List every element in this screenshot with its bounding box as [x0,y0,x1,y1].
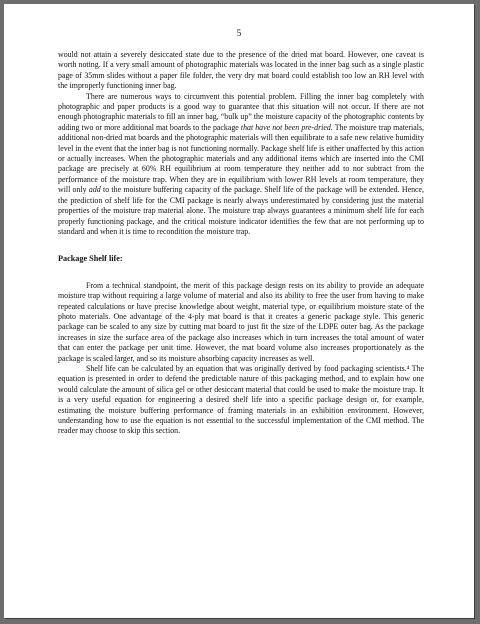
emphasis-pre-dried: that have not been pre-dried. [240,122,333,132]
document-page [4,4,474,618]
paragraph-1: would not attain a severely desiccated state due to the presence of the dried mat board. However, one caveat is worth noting. If a very small amount of photographic materials was located in the inner bag such as a single plastic page of 35mm slides without a paper file folder, the very dry mat board could establish too low an RH level with the improperly functioning inner bag. [58,50,424,91]
page-number: 5 [236,28,242,38]
paragraph-2-text-c: to the moisture buffering capacity of the package. Shelf life of the package will be extended. Hence, the prediction of shelf life for the CMI package is nearly always underestimated by considering just the material properties of the moisture trap material alone. The moisture trap always guarantees a minimum shelf life for each properly functioning package, and the critical moisture indicator identifies the few that are not performing up to standard and when it is time to recondition the moisture trap. [58,185,425,236]
emphasis-add: add [88,185,101,195]
paragraph-3: From a technical standpoint, the merit of this package design rests on its ability to provide an adequate moisture trap without requiring a large volume of material and also its ability to free the user from having to make repeated calculations or have precise knowledge about weight, material type, or equilibrium moisture state of the photo materials. One advantage of the 4-ply mat board is that it creates a generic package style. This generic package can be scaled to any size by cutting mat board to just fit the size of the LDPE outer bag. As the package increases in size the surface area of the package also increases which in turn increases the total amount of water that can enter the package per unit time. However, the mat board volume also increases proportionately as the package is scaled larger, and so its moisture absorbing capacity increases as well. [58,280,424,363]
page-body [58,50,424,437]
paragraph-2 [58,92,424,238]
paragraph-2-text-a: There are numerous ways to circumvent this potential problem. Filling the inner bag completely with photographic and paper products is a good way to guarantee that this situation will not occur. If there are not enough photographic materials to fill an inner bag, “bulk up” the moisture capacity of the photographic contents by adding two or more additional mat boards to the package [58,91,424,132]
paragraph-4: Shelf life can be calculated by an equation that was originally derived by food packaging scientists.⁴ The equation is presented in order to defend the predictable nature of this packaging method, and to explain how one would calculate the amount of silica gel or other desiccant material that could be used to make the moisture trap. It is a very useful equation for engineering a desired shelf life into a specific package design or, for example, estimating the moisture buffering performance of framing materials in an exhibition environment. However, understanding how to use the equation is not essential to the successful implementation of the CMI method. The reader may choose to skip this section. [58,363,424,436]
paragraph-2-text-b: The moisture trap materials, additional non-dried mat boards and the photographic materials will then equilibrate to a safe new relative humidity level in the event that the inner bag is not functioning normally. Package shelf life is either unaffected by this action or actually increases. When the photographic materials and any additional items which are inserted into the CMI package are precisely at 60% RH equilibrium at room temperature they neither add to nor subtract from the performance of the moisture trap. When they are in equilibrium with lower RH levels at room temperature, they will only [58,122,424,195]
section-heading: Package Shelf life: [58,254,123,264]
